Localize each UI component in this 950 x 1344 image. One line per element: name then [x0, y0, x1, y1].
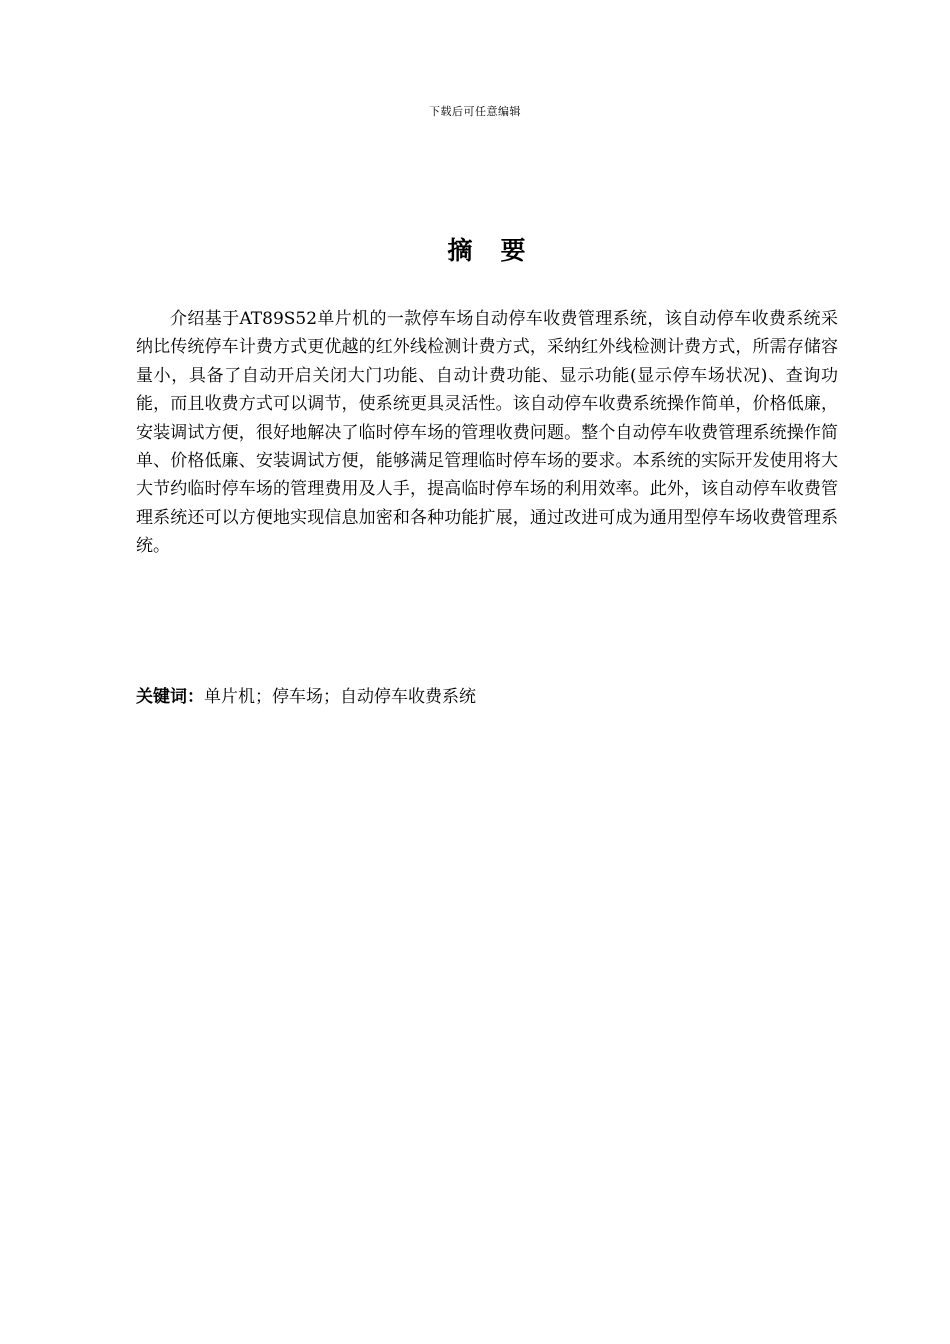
title-char-1: 摘 — [447, 236, 475, 265]
header-note: 下载后可任意编辑 — [429, 105, 521, 118]
title-char-2: 要 — [500, 236, 528, 265]
keywords-label: 关键词： — [136, 687, 204, 707]
keywords-line — [136, 683, 838, 711]
page-title — [0, 236, 950, 266]
abstract-paragraph: 介绍基于AT89S52单片机的一款停车场自动停车收费管理系统，该自动停车收费系统采纳比传统停车计费方式更优越的红外线检测计费方式，采纳红外线检测计费方式，所需存储容量小，具备了自动开启关闭大门功能、自动计费功能、显示功能(显示停车场状况)、查询功能，而且收费方式可以调节，使系统更具灵活性。该自动停车收费系统操作简单，价格低廉，安装调试方便，很好地解决了临时停车场的管理收费问题。整个自动停车收费管理系统操作简单、价格低廉、安装调试方便，能够满足管理临时停车场的要求。本系统的实际开发使用将大大节约临时停车场的管理费用及人手，提高临时停车场的利用效率。此外，该自动停车收费管理系统还可以方便地实现信息加密和各种功能扩展，通过改进可成为通用型停车场收费管理系统。 — [136, 309, 838, 557]
keywords-value: 单片机；停车场；自动停车收费系统 — [204, 687, 476, 707]
